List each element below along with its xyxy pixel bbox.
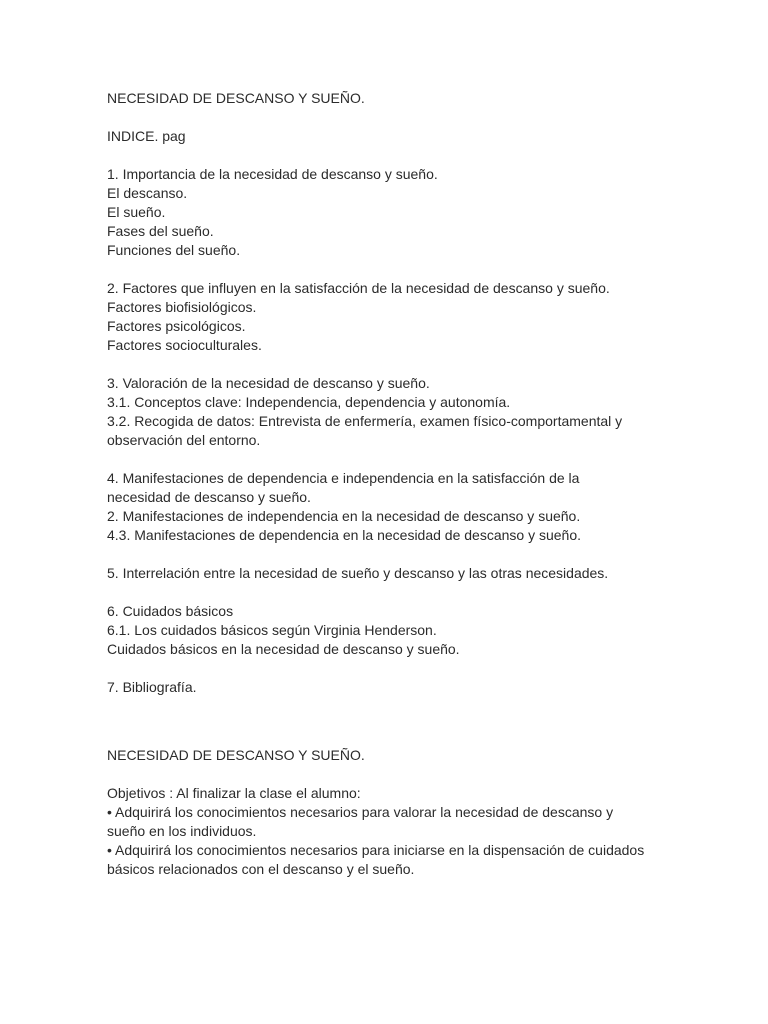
document-title-repeat: NECESIDAD DE DESCANSO Y SUEÑO. bbox=[107, 747, 365, 763]
index-section-4 bbox=[107, 469, 707, 545]
index-line: 6.1. Los cuidados básicos según Virginia Henderson. bbox=[107, 622, 437, 638]
objectives-heading: Objetivos : Al finalizar la clase el alumno: bbox=[107, 785, 361, 801]
index-line: 3.2. Recogida de datos: Entrevista de enfermería, examen físico-comportamental y bbox=[107, 413, 623, 429]
index-section-6 bbox=[107, 602, 707, 659]
index-line: Factores biofisiológicos. bbox=[107, 299, 257, 315]
index-line: Fases del sueño. bbox=[107, 223, 214, 239]
index-section-2 bbox=[107, 279, 707, 355]
index-line: 5. Interrelación entre la necesidad de sueño y descanso y las otras necesidades. bbox=[107, 565, 609, 581]
index-line: 6. Cuidados básicos bbox=[107, 603, 234, 619]
index-line: 1. Importancia de la necesidad de descanso y sueño. bbox=[107, 166, 438, 182]
objective-item: • Adquirirá los conocimientos necesarios para valorar la necesidad de descanso y bbox=[107, 804, 614, 820]
document-page bbox=[107, 89, 707, 879]
index-line: 3. Valoración de la necesidad de descanso y sueño. bbox=[107, 375, 430, 391]
index-line: necesidad de descanso y sueño. bbox=[107, 489, 311, 505]
index-line: Factores socioculturales. bbox=[107, 337, 262, 353]
document-title: NECESIDAD DE DESCANSO Y SUEÑO. bbox=[107, 90, 365, 106]
index-section-7 bbox=[107, 678, 707, 697]
index-section-1 bbox=[107, 165, 707, 260]
index-line: 2. Factores que influyen en la satisfacción de la necesidad de descanso y sueño. bbox=[107, 280, 610, 296]
index-line: 4.3. Manifestaciones de dependencia en la necesidad de descanso y sueño. bbox=[107, 527, 582, 543]
objectives-block bbox=[107, 784, 707, 879]
index-heading: INDICE. pag bbox=[107, 128, 186, 144]
index-section-3 bbox=[107, 374, 707, 450]
index-line: Cuidados básicos en la necesidad de descanso y sueño. bbox=[107, 641, 460, 657]
index-section-5 bbox=[107, 564, 707, 583]
objective-item: • Adquirirá los conocimientos necesarios para iniciarse en la dispensación de cuidados bbox=[107, 842, 645, 858]
index-line: 2. Manifestaciones de independencia en la necesidad de descanso y sueño. bbox=[107, 508, 581, 524]
index-line: 7. Bibliografía. bbox=[107, 679, 197, 695]
index-line: Funciones del sueño. bbox=[107, 242, 241, 258]
index-line: Factores psicológicos. bbox=[107, 318, 246, 334]
objective-item: básicos relacionados con el descanso y el sueño. bbox=[107, 861, 415, 877]
index-line: El descanso. bbox=[107, 185, 188, 201]
index-line: El sueño. bbox=[107, 204, 166, 220]
objective-item: sueño en los individuos. bbox=[107, 823, 257, 839]
index-line: 4. Manifestaciones de dependencia e independencia en la satisfacción de la bbox=[107, 470, 580, 486]
index-line: observación del entorno. bbox=[107, 432, 261, 448]
index-line: 3.1. Conceptos clave: Independencia, dependencia y autonomía. bbox=[107, 394, 511, 410]
